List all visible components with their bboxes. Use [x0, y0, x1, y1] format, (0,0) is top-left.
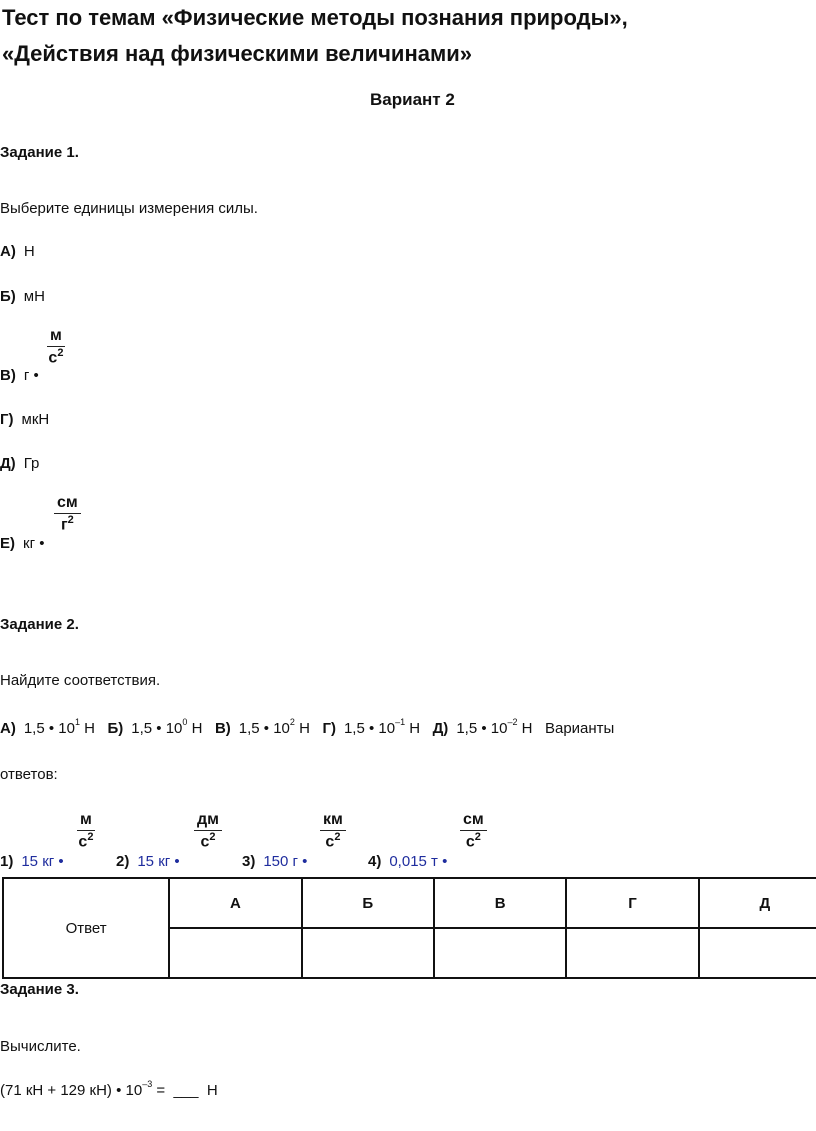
task3-question: Вычислите.: [0, 1038, 81, 1055]
answer-cell-b[interactable]: [302, 928, 434, 978]
option-text: г •: [23, 367, 39, 384]
option-text: кг •: [23, 535, 45, 552]
task1-heading: Задание 1.: [0, 144, 79, 161]
title-line-1: Тест по темам «Физические методы познания природы»,: [2, 5, 628, 30]
variant-heading: Вариант 2: [370, 90, 455, 109]
fraction-denominator: $с^2$: [48, 347, 64, 367]
column-header-d: Д: [699, 878, 816, 928]
task2-item-v: В) 1,5 • $10^2$ Н: [214, 717, 310, 737]
option-text: мкН: [21, 411, 50, 428]
answer-2: 2) 15 кг •: [116, 853, 180, 870]
option-label: Б): [0, 288, 16, 305]
option-text: Н: [23, 243, 35, 260]
task1-option-v: [0, 367, 39, 384]
option-label: Е): [0, 535, 15, 552]
task2-item-b: Б) 1,5 • $10^0$ Н: [107, 717, 203, 737]
option-label: А): [0, 243, 16, 260]
title-line-2: «Действия над физическими величинами»: [2, 41, 473, 66]
fraction-sm-per-g2: [54, 494, 81, 534]
task1-option-g: [0, 411, 49, 428]
fraction-numerator: см: [57, 494, 78, 511]
column-header-a: А: [169, 878, 301, 928]
answer-2-fraction: дм $с^2$: [194, 811, 222, 851]
task3-expression: (71 кН + 129 кН) • $10^{-3}$ = ___ Н: [0, 1079, 218, 1099]
answer-4-fraction: см $с^2$: [460, 811, 487, 851]
task1-option-e: [0, 535, 44, 552]
answers-label-2: ответов:: [0, 766, 58, 783]
option-text: Гр: [23, 455, 40, 472]
task2-item-d: Д) 1,5 • $10^{-2}$ Н: [432, 717, 533, 737]
task3-heading: Задание 3.: [0, 981, 79, 998]
fraction-m-per-s2: [47, 327, 65, 367]
answer-cell-g[interactable]: [566, 928, 698, 978]
option-label: В): [0, 367, 16, 384]
answer-3-fraction: км $с^2$: [320, 811, 346, 851]
answer-3: 3) 150 г •: [242, 853, 308, 870]
column-header-b: Б: [302, 878, 434, 928]
answer-cell-v[interactable]: [434, 928, 566, 978]
fraction-denominator: $г^2$: [60, 514, 74, 534]
answer-table: [2, 877, 816, 979]
task1-question: Выберите единицы измерения силы.: [0, 200, 258, 217]
column-header-g: Г: [566, 878, 698, 928]
task2-items-line: [0, 719, 614, 737]
task2-question: Найдите соответствия.: [0, 672, 161, 689]
option-label: Г): [0, 411, 14, 428]
answer-1: 1) 15 кг •: [0, 853, 64, 870]
answer-4: 4) 0,015 т •: [368, 853, 448, 870]
column-header-v: В: [434, 878, 566, 928]
answer-row-label: Ответ: [3, 878, 169, 978]
answer-cell-d[interactable]: [699, 928, 816, 978]
task2-heading: Задание 2.: [0, 616, 79, 633]
answer-1-fraction: м $с^2$: [78, 811, 94, 851]
answer-cell-a[interactable]: [169, 928, 301, 978]
answers-label-1: Варианты: [544, 720, 615, 737]
task1-option-b: [0, 288, 45, 305]
option-label: Д): [0, 455, 16, 472]
task2-item-g: Г) 1,5 • $10^{-1}$ Н: [322, 717, 421, 737]
option-text: мН: [23, 288, 45, 305]
task1-option-a: [0, 243, 35, 260]
task1-option-d: [0, 455, 39, 472]
task2-item-a: А) 1,5 • $10^1$ Н: [0, 717, 95, 737]
fraction-numerator: м: [50, 327, 62, 344]
